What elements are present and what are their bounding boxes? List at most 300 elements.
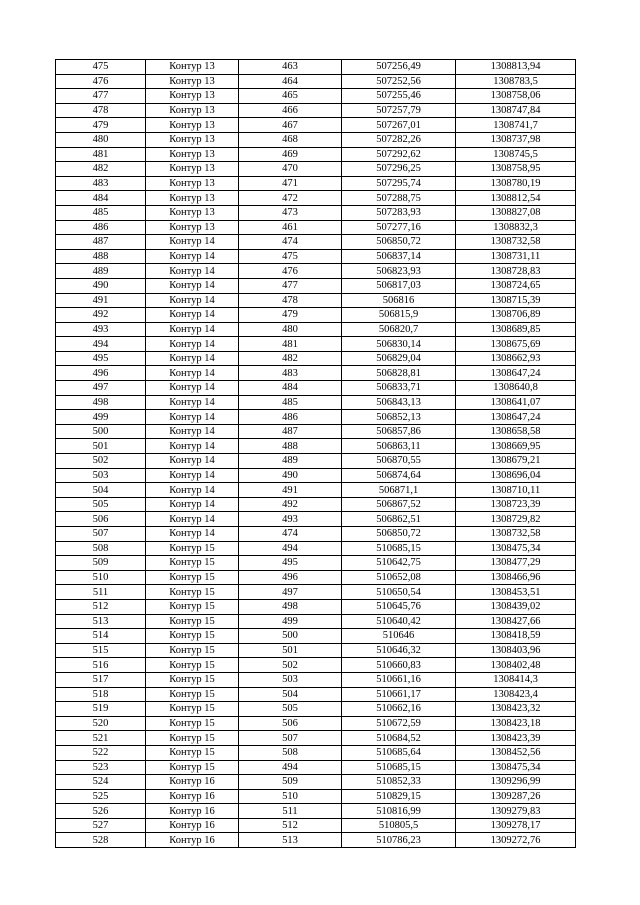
contour-name-cell: Контур 13 <box>146 191 239 206</box>
point-number-cell: 489 <box>239 454 342 469</box>
row-number-cell: 511 <box>56 585 146 600</box>
table-row <box>56 585 576 600</box>
point-number-cell: 464 <box>239 74 342 89</box>
row-number-cell: 487 <box>56 235 146 250</box>
y-coordinate-cell: 1308423,4 <box>456 687 576 702</box>
point-number-cell: 511 <box>239 804 342 819</box>
contour-name-cell: Контур 16 <box>146 804 239 819</box>
point-number-cell: 468 <box>239 132 342 147</box>
contour-name-cell: Контур 14 <box>146 235 239 250</box>
row-number-cell: 497 <box>56 381 146 396</box>
row-number-cell: 498 <box>56 395 146 410</box>
x-coordinate-cell: 506850,72 <box>342 235 456 250</box>
row-number-cell: 486 <box>56 220 146 235</box>
contour-name-cell: Контур 13 <box>146 89 239 104</box>
row-number-cell: 494 <box>56 337 146 352</box>
table-row <box>56 629 576 644</box>
y-coordinate-cell: 1308696,04 <box>456 468 576 483</box>
contour-name-cell: Контур 14 <box>146 454 239 469</box>
point-number-cell: 506 <box>239 716 342 731</box>
point-number-cell: 485 <box>239 395 342 410</box>
row-number-cell: 505 <box>56 497 146 512</box>
x-coordinate-cell: 507288,75 <box>342 191 456 206</box>
table-row <box>56 614 576 629</box>
x-coordinate-cell: 506852,13 <box>342 410 456 425</box>
point-number-cell: 483 <box>239 366 342 381</box>
contour-name-cell: Контур 15 <box>146 716 239 731</box>
contour-name-cell: Контур 14 <box>146 424 239 439</box>
contour-name-cell: Контур 15 <box>146 585 239 600</box>
table-body <box>56 60 576 848</box>
x-coordinate-cell: 510642,75 <box>342 556 456 571</box>
contour-name-cell: Контур 16 <box>146 775 239 790</box>
y-coordinate-cell: 1308783,5 <box>456 74 576 89</box>
table-row <box>56 162 576 177</box>
y-coordinate-cell: 1308402,48 <box>456 658 576 673</box>
table-row <box>56 249 576 264</box>
x-coordinate-cell: 510652,08 <box>342 570 456 585</box>
x-coordinate-cell: 510650,54 <box>342 585 456 600</box>
point-number-cell: 495 <box>239 556 342 571</box>
point-number-cell: 466 <box>239 103 342 118</box>
point-number-cell: 507 <box>239 731 342 746</box>
table-row <box>56 103 576 118</box>
row-number-cell: 479 <box>56 118 146 133</box>
contour-name-cell: Контур 14 <box>146 322 239 337</box>
row-number-cell: 513 <box>56 614 146 629</box>
y-coordinate-cell: 1309287,26 <box>456 789 576 804</box>
point-number-cell: 475 <box>239 249 342 264</box>
point-number-cell: 490 <box>239 468 342 483</box>
row-number-cell: 514 <box>56 629 146 644</box>
y-coordinate-cell: 1308827,08 <box>456 205 576 220</box>
x-coordinate-cell: 506833,71 <box>342 381 456 396</box>
y-coordinate-cell: 1308414,3 <box>456 672 576 687</box>
row-number-cell: 516 <box>56 658 146 673</box>
contour-name-cell: Контур 13 <box>146 220 239 235</box>
contour-name-cell: Контур 14 <box>146 366 239 381</box>
x-coordinate-cell: 506816 <box>342 293 456 308</box>
y-coordinate-cell: 1308715,39 <box>456 293 576 308</box>
x-coordinate-cell: 510786,23 <box>342 833 456 848</box>
contour-name-cell: Контур 16 <box>146 789 239 804</box>
row-number-cell: 528 <box>56 833 146 848</box>
x-coordinate-cell: 510816,99 <box>342 804 456 819</box>
contour-name-cell: Контур 15 <box>146 687 239 702</box>
row-number-cell: 520 <box>56 716 146 731</box>
x-coordinate-cell: 510805,5 <box>342 818 456 833</box>
row-number-cell: 475 <box>56 60 146 75</box>
row-number-cell: 527 <box>56 818 146 833</box>
x-coordinate-cell: 510684,52 <box>342 731 456 746</box>
table-row <box>56 235 576 250</box>
point-number-cell: 486 <box>239 410 342 425</box>
table-row <box>56 789 576 804</box>
point-number-cell: 492 <box>239 497 342 512</box>
row-number-cell: 501 <box>56 439 146 454</box>
contour-name-cell: Контур 16 <box>146 833 239 848</box>
row-number-cell: 524 <box>56 775 146 790</box>
y-coordinate-cell: 1308745,5 <box>456 147 576 162</box>
table-row <box>56 191 576 206</box>
x-coordinate-cell: 506874,64 <box>342 468 456 483</box>
row-number-cell: 495 <box>56 351 146 366</box>
contour-name-cell: Контур 15 <box>146 556 239 571</box>
y-coordinate-cell: 1309279,83 <box>456 804 576 819</box>
point-number-cell: 504 <box>239 687 342 702</box>
point-number-cell: 481 <box>239 337 342 352</box>
contour-name-cell: Контур 14 <box>146 337 239 352</box>
x-coordinate-cell: 506867,52 <box>342 497 456 512</box>
table-row <box>56 337 576 352</box>
x-coordinate-cell: 507256,49 <box>342 60 456 75</box>
y-coordinate-cell: 1308758,95 <box>456 162 576 177</box>
table-row <box>56 410 576 425</box>
contour-name-cell: Контур 15 <box>146 643 239 658</box>
point-number-cell: 487 <box>239 424 342 439</box>
y-coordinate-cell: 1308423,18 <box>456 716 576 731</box>
point-number-cell: 500 <box>239 629 342 644</box>
x-coordinate-cell: 506870,55 <box>342 454 456 469</box>
table-row <box>56 220 576 235</box>
x-coordinate-cell: 510685,64 <box>342 745 456 760</box>
row-number-cell: 509 <box>56 556 146 571</box>
contour-name-cell: Контур 15 <box>146 760 239 775</box>
table-row <box>56 74 576 89</box>
contour-name-cell: Контур 13 <box>146 132 239 147</box>
row-number-cell: 492 <box>56 308 146 323</box>
row-number-cell: 491 <box>56 293 146 308</box>
contour-name-cell: Контур 13 <box>146 176 239 191</box>
table-row <box>56 395 576 410</box>
point-number-cell: 470 <box>239 162 342 177</box>
row-number-cell: 507 <box>56 527 146 542</box>
x-coordinate-cell: 507267,01 <box>342 118 456 133</box>
table-row <box>56 760 576 775</box>
row-number-cell: 508 <box>56 541 146 556</box>
y-coordinate-cell: 1309278,17 <box>456 818 576 833</box>
table-row <box>56 818 576 833</box>
row-number-cell: 477 <box>56 89 146 104</box>
x-coordinate-cell: 510646 <box>342 629 456 644</box>
y-coordinate-cell: 1308403,96 <box>456 643 576 658</box>
point-number-cell: 488 <box>239 439 342 454</box>
point-number-cell: 473 <box>239 205 342 220</box>
x-coordinate-cell: 506871,1 <box>342 483 456 498</box>
table-row <box>56 687 576 702</box>
x-coordinate-cell: 510672,59 <box>342 716 456 731</box>
row-number-cell: 476 <box>56 74 146 89</box>
row-number-cell: 490 <box>56 278 146 293</box>
row-number-cell: 517 <box>56 672 146 687</box>
x-coordinate-cell: 506828,81 <box>342 366 456 381</box>
y-coordinate-cell: 1308706,89 <box>456 308 576 323</box>
table-row <box>56 497 576 512</box>
row-number-cell: 526 <box>56 804 146 819</box>
y-coordinate-cell: 1309296,99 <box>456 775 576 790</box>
table-row <box>56 424 576 439</box>
row-number-cell: 518 <box>56 687 146 702</box>
point-number-cell: 491 <box>239 483 342 498</box>
contour-name-cell: Контур 14 <box>146 468 239 483</box>
x-coordinate-cell: 510645,76 <box>342 599 456 614</box>
x-coordinate-cell: 506862,51 <box>342 512 456 527</box>
table-row <box>56 278 576 293</box>
table-row <box>56 731 576 746</box>
contour-name-cell: Контур 13 <box>146 103 239 118</box>
table-row <box>56 366 576 381</box>
y-coordinate-cell: 1308732,58 <box>456 527 576 542</box>
point-number-cell: 499 <box>239 614 342 629</box>
contour-name-cell: Контур 14 <box>146 264 239 279</box>
table-row <box>56 643 576 658</box>
table-row <box>56 658 576 673</box>
x-coordinate-cell: 506815,9 <box>342 308 456 323</box>
y-coordinate-cell: 1308423,32 <box>456 702 576 717</box>
x-coordinate-cell: 507292,62 <box>342 147 456 162</box>
y-coordinate-cell: 1308780,19 <box>456 176 576 191</box>
x-coordinate-cell: 507257,79 <box>342 103 456 118</box>
x-coordinate-cell: 510660,83 <box>342 658 456 673</box>
contour-name-cell: Контур 16 <box>146 818 239 833</box>
x-coordinate-cell: 510640,42 <box>342 614 456 629</box>
x-coordinate-cell: 510829,15 <box>342 789 456 804</box>
row-number-cell: 499 <box>56 410 146 425</box>
y-coordinate-cell: 1308669,95 <box>456 439 576 454</box>
coordinates-table <box>55 59 576 848</box>
row-number-cell: 525 <box>56 789 146 804</box>
contour-name-cell: Контур 15 <box>146 672 239 687</box>
row-number-cell: 482 <box>56 162 146 177</box>
y-coordinate-cell: 1308641,07 <box>456 395 576 410</box>
y-coordinate-cell: 1308675,69 <box>456 337 576 352</box>
y-coordinate-cell: 1308731,11 <box>456 249 576 264</box>
x-coordinate-cell: 510852,33 <box>342 775 456 790</box>
x-coordinate-cell: 507252,56 <box>342 74 456 89</box>
y-coordinate-cell: 1308832,3 <box>456 220 576 235</box>
x-coordinate-cell: 510661,17 <box>342 687 456 702</box>
y-coordinate-cell: 1308724,65 <box>456 278 576 293</box>
y-coordinate-cell: 1308647,24 <box>456 366 576 381</box>
y-coordinate-cell: 1308475,34 <box>456 541 576 556</box>
contour-name-cell: Контур 14 <box>146 512 239 527</box>
x-coordinate-cell: 510661,16 <box>342 672 456 687</box>
table-row <box>56 512 576 527</box>
row-number-cell: 522 <box>56 745 146 760</box>
table-row <box>56 147 576 162</box>
point-number-cell: 493 <box>239 512 342 527</box>
row-number-cell: 496 <box>56 366 146 381</box>
point-number-cell: 463 <box>239 60 342 75</box>
contour-name-cell: Контур 13 <box>146 147 239 162</box>
table-row <box>56 132 576 147</box>
y-coordinate-cell: 1308647,24 <box>456 410 576 425</box>
x-coordinate-cell: 506817,03 <box>342 278 456 293</box>
x-coordinate-cell: 506857,86 <box>342 424 456 439</box>
point-number-cell: 512 <box>239 818 342 833</box>
point-number-cell: 501 <box>239 643 342 658</box>
point-number-cell: 494 <box>239 760 342 775</box>
table-row <box>56 702 576 717</box>
y-coordinate-cell: 1308747,84 <box>456 103 576 118</box>
y-coordinate-cell: 1308475,34 <box>456 760 576 775</box>
contour-name-cell: Контур 15 <box>146 541 239 556</box>
x-coordinate-cell: 506863,11 <box>342 439 456 454</box>
table-row <box>56 264 576 279</box>
x-coordinate-cell: 510646,32 <box>342 643 456 658</box>
document-page <box>55 59 575 848</box>
table-row <box>56 176 576 191</box>
table-row <box>56 541 576 556</box>
table-row <box>56 804 576 819</box>
table-row <box>56 775 576 790</box>
table-row <box>56 556 576 571</box>
contour-name-cell: Контур 14 <box>146 483 239 498</box>
row-number-cell: 488 <box>56 249 146 264</box>
table-row <box>56 205 576 220</box>
y-coordinate-cell: 1308689,85 <box>456 322 576 337</box>
point-number-cell: 510 <box>239 789 342 804</box>
table-row <box>56 745 576 760</box>
y-coordinate-cell: 1308812,54 <box>456 191 576 206</box>
row-number-cell: 483 <box>56 176 146 191</box>
point-number-cell: 502 <box>239 658 342 673</box>
y-coordinate-cell: 1308640,8 <box>456 381 576 396</box>
table-row <box>56 439 576 454</box>
contour-name-cell: Контур 13 <box>146 162 239 177</box>
table-row <box>56 89 576 104</box>
y-coordinate-cell: 1308453,51 <box>456 585 576 600</box>
x-coordinate-cell: 507296,25 <box>342 162 456 177</box>
point-number-cell: 496 <box>239 570 342 585</box>
point-number-cell: 474 <box>239 527 342 542</box>
row-number-cell: 523 <box>56 760 146 775</box>
point-number-cell: 474 <box>239 235 342 250</box>
point-number-cell: 484 <box>239 381 342 396</box>
point-number-cell: 505 <box>239 702 342 717</box>
y-coordinate-cell: 1308758,06 <box>456 89 576 104</box>
contour-name-cell: Контур 14 <box>146 381 239 396</box>
table-row <box>56 599 576 614</box>
row-number-cell: 480 <box>56 132 146 147</box>
contour-name-cell: Контур 14 <box>146 395 239 410</box>
y-coordinate-cell: 1308813,94 <box>456 60 576 75</box>
row-number-cell: 510 <box>56 570 146 585</box>
x-coordinate-cell: 507255,46 <box>342 89 456 104</box>
point-number-cell: 465 <box>239 89 342 104</box>
row-number-cell: 493 <box>56 322 146 337</box>
x-coordinate-cell: 506837,14 <box>342 249 456 264</box>
contour-name-cell: Контур 14 <box>146 497 239 512</box>
table-row <box>56 570 576 585</box>
row-number-cell: 481 <box>56 147 146 162</box>
contour-name-cell: Контур 15 <box>146 614 239 629</box>
y-coordinate-cell: 1308418,59 <box>456 629 576 644</box>
table-row <box>56 483 576 498</box>
y-coordinate-cell: 1308477,29 <box>456 556 576 571</box>
contour-name-cell: Контур 14 <box>146 308 239 323</box>
y-coordinate-cell: 1308466,96 <box>456 570 576 585</box>
x-coordinate-cell: 506820,7 <box>342 322 456 337</box>
y-coordinate-cell: 1308423,39 <box>456 731 576 746</box>
y-coordinate-cell: 1308729,82 <box>456 512 576 527</box>
contour-name-cell: Контур 13 <box>146 118 239 133</box>
contour-name-cell: Контур 14 <box>146 351 239 366</box>
x-coordinate-cell: 510662,16 <box>342 702 456 717</box>
table-row <box>56 468 576 483</box>
point-number-cell: 508 <box>239 745 342 760</box>
contour-name-cell: Контур 15 <box>146 745 239 760</box>
table-row <box>56 322 576 337</box>
point-number-cell: 509 <box>239 775 342 790</box>
contour-name-cell: Контур 13 <box>146 205 239 220</box>
contour-name-cell: Контур 14 <box>146 410 239 425</box>
x-coordinate-cell: 506850,72 <box>342 527 456 542</box>
contour-name-cell: Контур 14 <box>146 439 239 454</box>
contour-name-cell: Контур 15 <box>146 702 239 717</box>
point-number-cell: 478 <box>239 293 342 308</box>
x-coordinate-cell: 507277,16 <box>342 220 456 235</box>
y-coordinate-cell: 1308658,58 <box>456 424 576 439</box>
row-number-cell: 489 <box>56 264 146 279</box>
row-number-cell: 504 <box>56 483 146 498</box>
x-coordinate-cell: 506843,13 <box>342 395 456 410</box>
contour-name-cell: Контур 15 <box>146 570 239 585</box>
row-number-cell: 500 <box>56 424 146 439</box>
x-coordinate-cell: 506823,93 <box>342 264 456 279</box>
point-number-cell: 471 <box>239 176 342 191</box>
y-coordinate-cell: 1308452,56 <box>456 745 576 760</box>
point-number-cell: 469 <box>239 147 342 162</box>
table-row <box>56 381 576 396</box>
table-row <box>56 672 576 687</box>
row-number-cell: 485 <box>56 205 146 220</box>
x-coordinate-cell: 510685,15 <box>342 541 456 556</box>
x-coordinate-cell: 507283,93 <box>342 205 456 220</box>
point-number-cell: 498 <box>239 599 342 614</box>
row-number-cell: 519 <box>56 702 146 717</box>
x-coordinate-cell: 506830,14 <box>342 337 456 352</box>
row-number-cell: 521 <box>56 731 146 746</box>
point-number-cell: 497 <box>239 585 342 600</box>
point-number-cell: 513 <box>239 833 342 848</box>
y-coordinate-cell: 1308737,98 <box>456 132 576 147</box>
table-row <box>56 60 576 75</box>
table-row <box>56 833 576 848</box>
x-coordinate-cell: 506829,04 <box>342 351 456 366</box>
x-coordinate-cell: 507282,26 <box>342 132 456 147</box>
y-coordinate-cell: 1308741,7 <box>456 118 576 133</box>
point-number-cell: 461 <box>239 220 342 235</box>
point-number-cell: 503 <box>239 672 342 687</box>
table-row <box>56 454 576 469</box>
x-coordinate-cell: 507295,74 <box>342 176 456 191</box>
table-row <box>56 293 576 308</box>
y-coordinate-cell: 1308728,83 <box>456 264 576 279</box>
y-coordinate-cell: 1308710,11 <box>456 483 576 498</box>
point-number-cell: 479 <box>239 308 342 323</box>
contour-name-cell: Контур 14 <box>146 249 239 264</box>
y-coordinate-cell: 1308723,39 <box>456 497 576 512</box>
point-number-cell: 477 <box>239 278 342 293</box>
table-row <box>56 308 576 323</box>
row-number-cell: 503 <box>56 468 146 483</box>
x-coordinate-cell: 510685,15 <box>342 760 456 775</box>
contour-name-cell: Контур 15 <box>146 731 239 746</box>
contour-name-cell: Контур 13 <box>146 60 239 75</box>
y-coordinate-cell: 1308427,66 <box>456 614 576 629</box>
y-coordinate-cell: 1308679,21 <box>456 454 576 469</box>
